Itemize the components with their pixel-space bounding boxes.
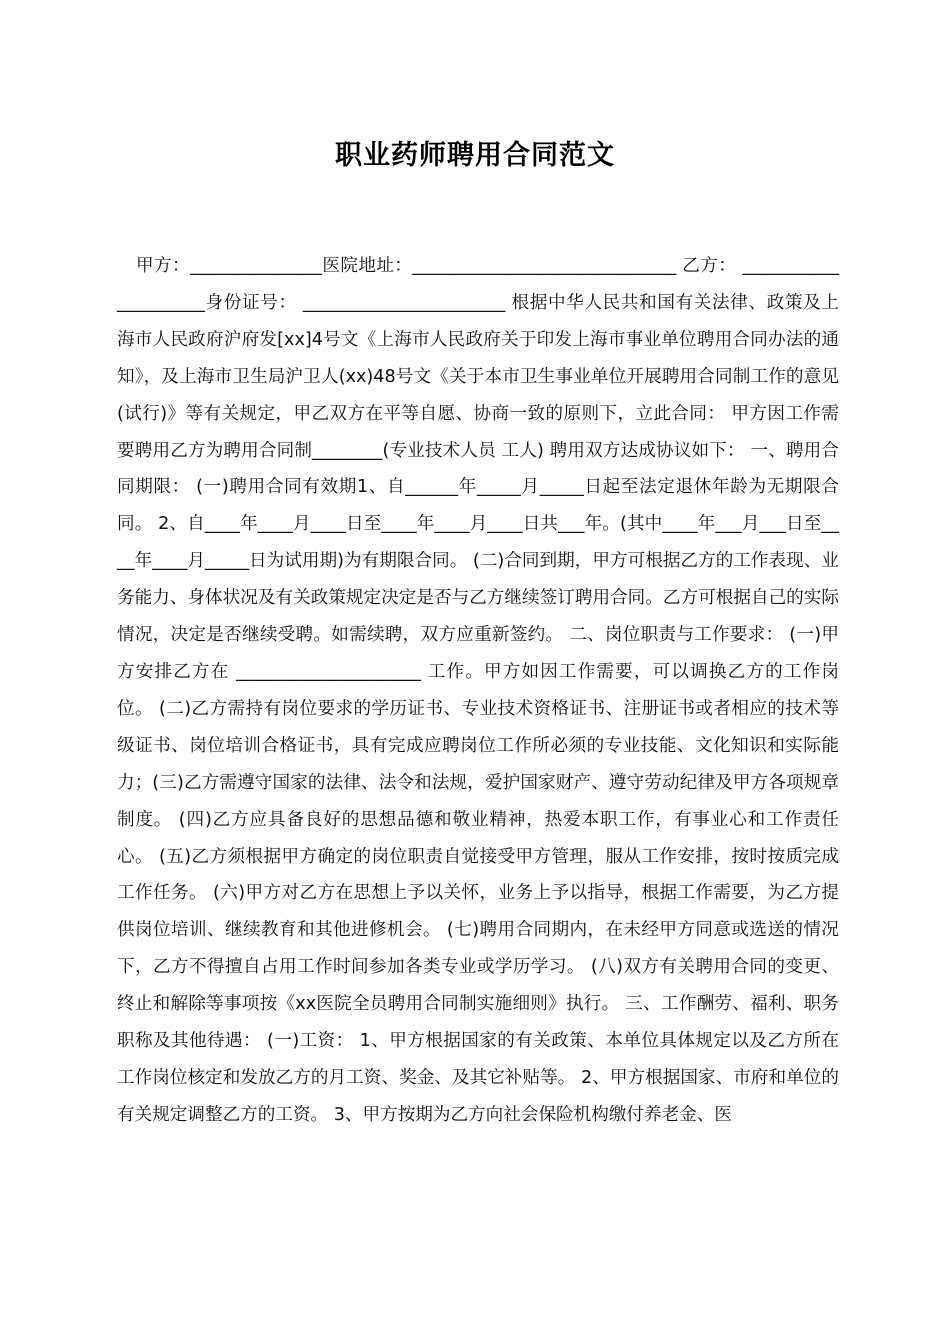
document-title: 职业药师聘用合同范文 xyxy=(335,140,615,171)
contract-body-text: 甲方：_______________医院地址：______________________________ 乙方： _____________________身份证号： _______________________ 根据中华人民共和国有关法律、政策及上海市人民政府沪府发[xx]4号文《上海市人民政府关于印发上海市事业单位聘用合同办法的通知》，及上海市卫生局沪卫人(xx)48号文《关于本市卫生事业单位开展聘用合同制工作的意见(试行)》等有关规定，甲乙双方在平等自愿、协商一致的原则下，立此合同： 甲方因工作需要聘用乙方为聘用合同制________(专业技术人员 工人) 聘用双方达成协议如下： 一、聘用合同期限： (一)聘用合同有效期1、自______年_____月_____日起至法定退休年龄为无期限合同。 2、自____年____月____日至____年____月____日共___年。(其中____年___月___日至____年____月_____日为试用期)为有期限合同。 (二)合同到期，甲方可根据乙方的工作表现、业务能力、身体状况及有关政策规定决定是否与乙方继续签订聘用合同。乙方可根据自己的实际情况，决定是否继续受聘。如需续聘，双方应重新签约。 二、岗位职责与工作要求： (一)甲方安排乙方在 _____________________ 工作。甲方如因工作需要，可以调换乙方的工作岗位。 (二)乙方需持有岗位要求的学历证书、专业技术资格证书、注册证书或者相应的技术等级证书、岗位培训合格证书，具有完成应聘岗位工作所必须的专业技能、文化知识和实际能力；(三)乙方需遵守国家的法律、法令和法规，爱护国家财产、遵守劳动纪律及甲方各项规章制度。 (四)乙方应具备良好的思想品德和敬业精神，热爱本职工作，有事业心和工作责任心。 (五)乙方须根据甲方确定的岗位职责自觉接受甲方管理，服从工作安排，按时按质完成工作任务。 (六)甲方对乙方在思想上予以关怀，业务上予以指导，根据工作需要，为乙方提供岗位培训、继续教育和其他进修机会。 (七)聘用合同期内，在未经甲方同意或选送的情况下，乙方不得擅自占用工作时间参加各类专业或学历学习。 (八)双方有关聘用合同的变更、终止和解除等事项按《xx医院全员聘用合同制实施细则》执行。 三、工作酬劳、福利、职务职称及其他待遇： (一)工资： 1、甲方根据国家的有关政策、本单位具体规定以及乙方所在工作岗位核定和发放乙方的月工资、奖金、及其它补贴等。 2、甲方根据国家、市府和单位的有关规定调整乙方的工资。 3、甲方按期为乙方向社会保险机构缴付养老金、医 xyxy=(117,256,839,1125)
